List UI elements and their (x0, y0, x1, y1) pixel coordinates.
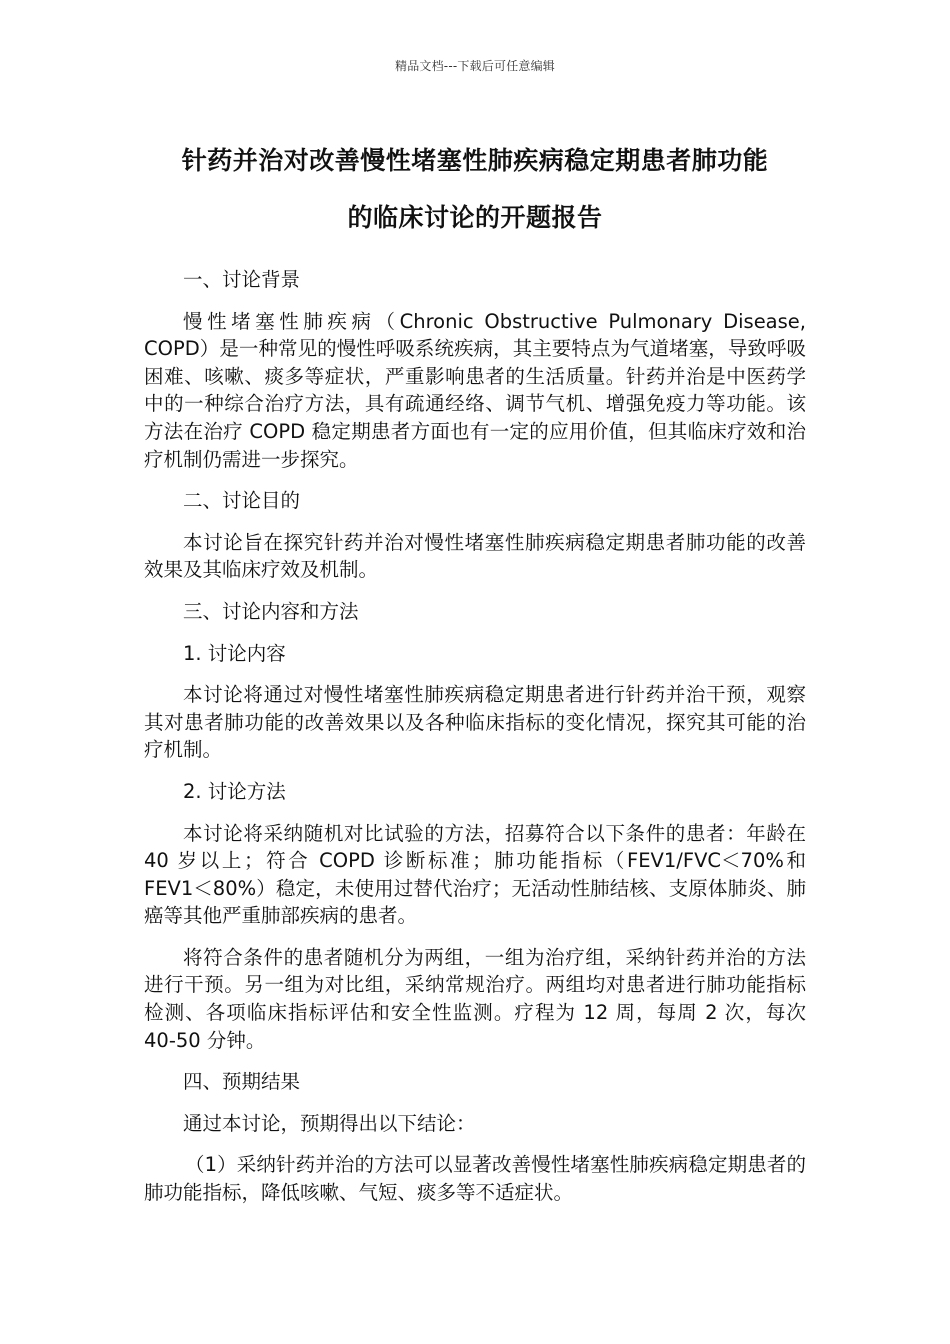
document-body (144, 266, 806, 1221)
expected-item-1: （1）采纳针药并治的方法可以显著改善慢性堵塞性肺疾病稳定期患者的肺功能指标，降低咳嗽、气短、痰多等不适症状。 (144, 1153, 806, 1205)
title-line-1: 针药并治对改善慢性堵塞性肺疾病稳定期患者肺功能 (181, 146, 769, 175)
method-paragraph-1: 本讨论将采纳随机对比试验的方法，招募符合以下条件的患者：年龄在 40 岁以上；符合 COPD 诊断标准；肺功能指标（FEV1/FVC＜70%和 FEV1＜80%）稳定，未使用过替代治疗；无活动性肺结核、支原体肺炎、肺癌等其他严重肺部疾病的患者。 (144, 821, 806, 928)
content-paragraph: 本讨论将通过对慢性堵塞性肺疾病稳定期患者进行针药并治干预，观察其对患者肺功能的改善效果以及各种临床指标的变化情况，探究其可能的治疗机制。 (144, 683, 806, 762)
section-heading-content-method: 三、讨论内容和方法 (183, 599, 359, 623)
purpose-paragraph: 本讨论旨在探究针药并治对慢性堵塞性肺疾病稳定期患者肺功能的改善效果及其临床疗效及机制。 (144, 530, 806, 582)
page-title (120, 132, 830, 246)
subheading-method: 2. 讨论方法 (183, 779, 286, 803)
section-heading-background: 一、讨论背景 (183, 268, 301, 291)
expected-intro: 通过本讨论，预期得出以下结论： (183, 1111, 476, 1135)
section-heading-purpose: 二、讨论目的 (183, 489, 301, 513)
header-note: 精品文档---下载后可任意编辑 (395, 59, 555, 73)
background-paragraph: 慢性堵塞性肺疾病（Chronic Obstructive Pulmonary Disease, COPD）是一种常见的慢性呼吸系统疾病，其主要特点为气道堵塞，导致呼吸困难、咳嗽、痰多等症状，严重影响患者的生活质量。针药并治是中医药学中的一种综合治疗方法，具有疏通经络、调节气机、增强免疫力等功能。该方法在治疗 COPD 稳定期患者方面也有一定的应用价值，但其临床疗效和治疗机制仍需进一步探究。 (144, 309, 806, 471)
section-heading-expected: 四、预期结果 (183, 1070, 301, 1094)
method-paragraph-2: 将符合条件的患者随机分为两组，一组为治疗组，采纳针药并治的方法进行干预。另一组为对比组，采纳常规治疗。两组均对患者进行肺功能指标检测、各项临床指标评估和安全性监测。疗程为 12 周，每周 2 次，每次 40-50 分钟。 (144, 945, 806, 1052)
title-line-2: 的临床讨论的开题报告 (347, 203, 603, 232)
subheading-content: 1. 讨论内容 (183, 641, 286, 665)
